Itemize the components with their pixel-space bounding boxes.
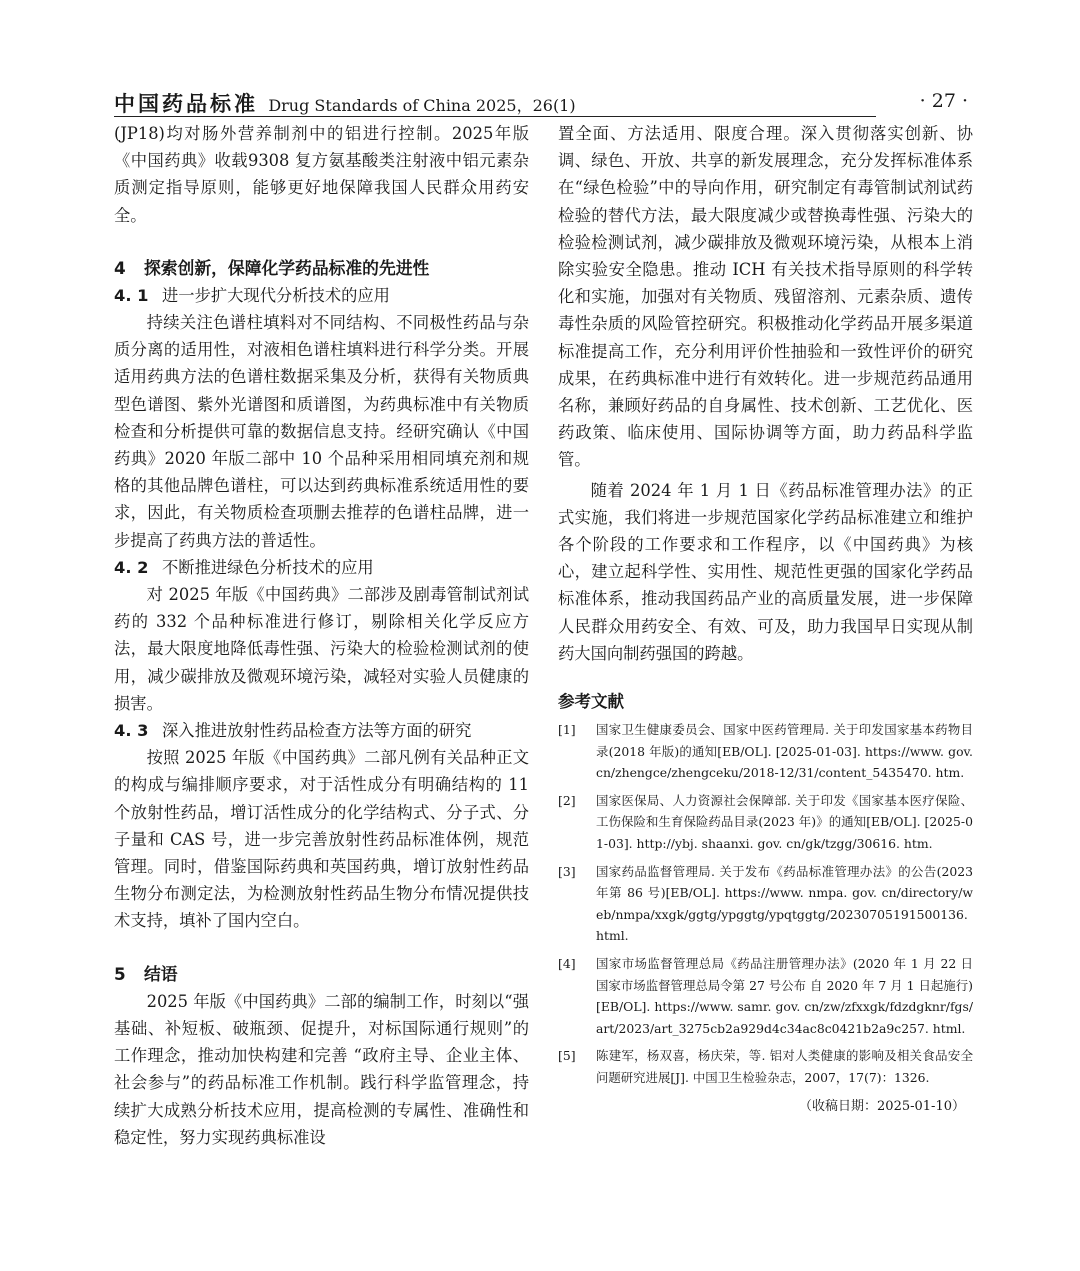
reference-item: [1] 国家卫生健康委员会、国家中医药管理局. 关于印发国家基本药物目录(2018 年版)的通知[EB/OL]. [2025-01-03]. https://www. gov. cn/zhengce/zhengceku/2018-12/31/content_5435470. htm. [558,722,973,781]
paragraph-5: 2025 年版《中国药典》二部的编制工作，时刻以“强基础、补短板、破瓶颈、促提升，对标国际通行规则”的工作理念，推动加快构建和完善 “政府主导、企业主体、社会参与”的药品标准工作机制。践行科学监管理念，持续扩大成熟分析技术应用，提高检测的专属性、准确性和稳定性，努力实现药典标准设 [114,991,529,1147]
paragraph-4-3: 按照 2025 年版《中国药典》二部凡例有关品种正文的构成与编排顺序要求，对于活性成分有明确结构的 11 个放射性药品，增订活性成分的化学结构式、分子式、分子量和 CAS 号，进一步完善放射性药品标准体例，规范管理。同时，借鉴国际药典和英国药典，增订放射性药品生物分布测定法，为检测放射性药品生物分布情况提供技术支持，填补了国内空白。 [114,748,529,931]
page-number: · 27 · [919,90,968,112]
reference-list [558,719,973,1089]
reference-item: [3] 国家药品监督管理局. 关于发布《药品标准管理办法》的公告(2023 年第 86 号)[EB/OL]. https://www. nmpa. gov. cn/directory/web/nmpa/xxgk/ggtg/ypggtg/ypqtggtg/20230705191500136. html. [558,863,973,944]
section-4-heading: 4 探索创新，保障化学药品标准的先进性 [114,257,430,278]
reference-item: [5] 陈建军，杨双喜，杨庆荣，等. 铝对人类健康的影响及相关食品安全问题研究进展[J]. 中国卫生检验杂志，2007，17(7)：1326. [558,1048,973,1085]
section-5-heading: 5 结语 [114,963,178,984]
paragraph-4-1: 持续关注色谱柱填料对不同结构、不同极性药品与杂质分离的适用性，对液相色谱柱填料进行科学分类。开展适用药典方法的色谱柱数据采集及分析，获得有关物质典型色谱图、紫外光谱图和质谱图，为药典标准中有关物质检查和分析提供可靠的数据信息支持。经研究确认《中国药典》2020 年版二部中 10 个品种采用相同填充剂和规格的其他品牌色谱柱，可以达到药典标准系统适用性的要求，因此，有关物质检查项删去推荐的色谱柱品牌，进一步提高了药典方法的普适性。 [114,313,529,550]
journal-title-en: Drug Standards of China 2025，26(1) [268,96,576,115]
paragraph-continuation: (JP18)均对肠外营养制剂中的铝进行控制。2025年版《中国药典》收载9308 复方氨基酸类注射液中铝元素杂质测定指导原则，能够更好地保障我国人民群众用药安全。 [114,124,529,225]
journal-title-cn: 中国药品标准 [114,91,258,116]
right-column [558,120,973,1114]
paragraph-4-2: 对 2025 年版《中国药典》二部涉及剧毒管制试剂试药的 332 个品种标准进行修订，剔除相关化学反应方法，最大限度地降低毒性强、污染大的检验检测试剂的使用，减少碳排放及微观环境污染，减轻对实验人员健康的损害。 [114,585,529,713]
reference-item: [4] 国家市场监督管理总局《药品注册管理办法》(2020 年 1 月 22 日国家市场监督管理总局令第 27 号公布 自 2020 年 7 月 1 日起施行)[EB/OL]. https://www. samr. gov. cn/zw/zfxxgk/fdzdgknr/fgs/art/2023/art_3275cb2a929d4c34ac8c0421b2a9c257. html. [558,956,973,1036]
reference-item: [2] 国家医保局、人力资源社会保障部. 关于印发《国家基本医疗保险、工伤保险和生育保险药品目录(2023 年)》的通知[EB/OL]. [2025-01-03]. http://ybj. shaanxi. gov. cn/gk/tzgg/30616. htm. [558,792,973,852]
section-4-1-heading: 4. 1 进一步扩大现代分析技术的应用 [114,285,390,305]
received-date: （收稿日期：2025-01-10） [799,1098,965,1114]
journal-title [114,88,576,118]
header-rule [114,116,876,117]
references-title: 参考文献 [558,692,624,712]
paragraph-continuation-right: 置全面、方法适用、限度合理。深入贯彻落实创新、协调、绿色、开放、共享的新发展理念，充分发挥标准体系在“绿色检验”中的导向作用，研究制定有毒管制试剂试药检验的替代方法，最大限度减少或替换毒性强、污染大的检验检测试剂，减少碳排放及微观环境污染，从根本上消除实验安全隐患。推动 ICH 有关技术指导原则的科学转化和实施，加强对有关物质、残留溶剂、元素杂质、遗传毒性杂质的风险管控研究。积极推动化学药品开展多渠道标准提高工作，充分利用评价性抽验和一致性评价的研究成果，在药典标准中进行有效转化。进一步规范药品通用名称，兼顾好药品的自身属性、技术创新、工艺优化、医药政策、临床使用、国际协调等方面，助力药品科学监管。 [558,124,973,470]
running-header [114,88,970,118]
left-column [114,120,529,1151]
section-4-3-heading: 4. 3 深入推进放射性药品检查方法等方面的研究 [114,721,472,741]
section-4-2-heading: 4. 2 不断推进绿色分析技术的应用 [114,557,374,577]
paragraph-final: 随着 2024 年 1 月 1 日《药品标准管理办法》的正式实施，我们将进一步规范国家化学药品标准建立和维护各个阶段的工作要求和工作程序，以《中国药典》为核心，建立起科学性、实用性、规范性更强的国家化学药品标准体系，推动我国药品产业的高质量发展，进一步保障人民群众用药安全、有效、可及，助力我国早日实现从制药大国向制药强国的跨越。 [558,480,973,663]
